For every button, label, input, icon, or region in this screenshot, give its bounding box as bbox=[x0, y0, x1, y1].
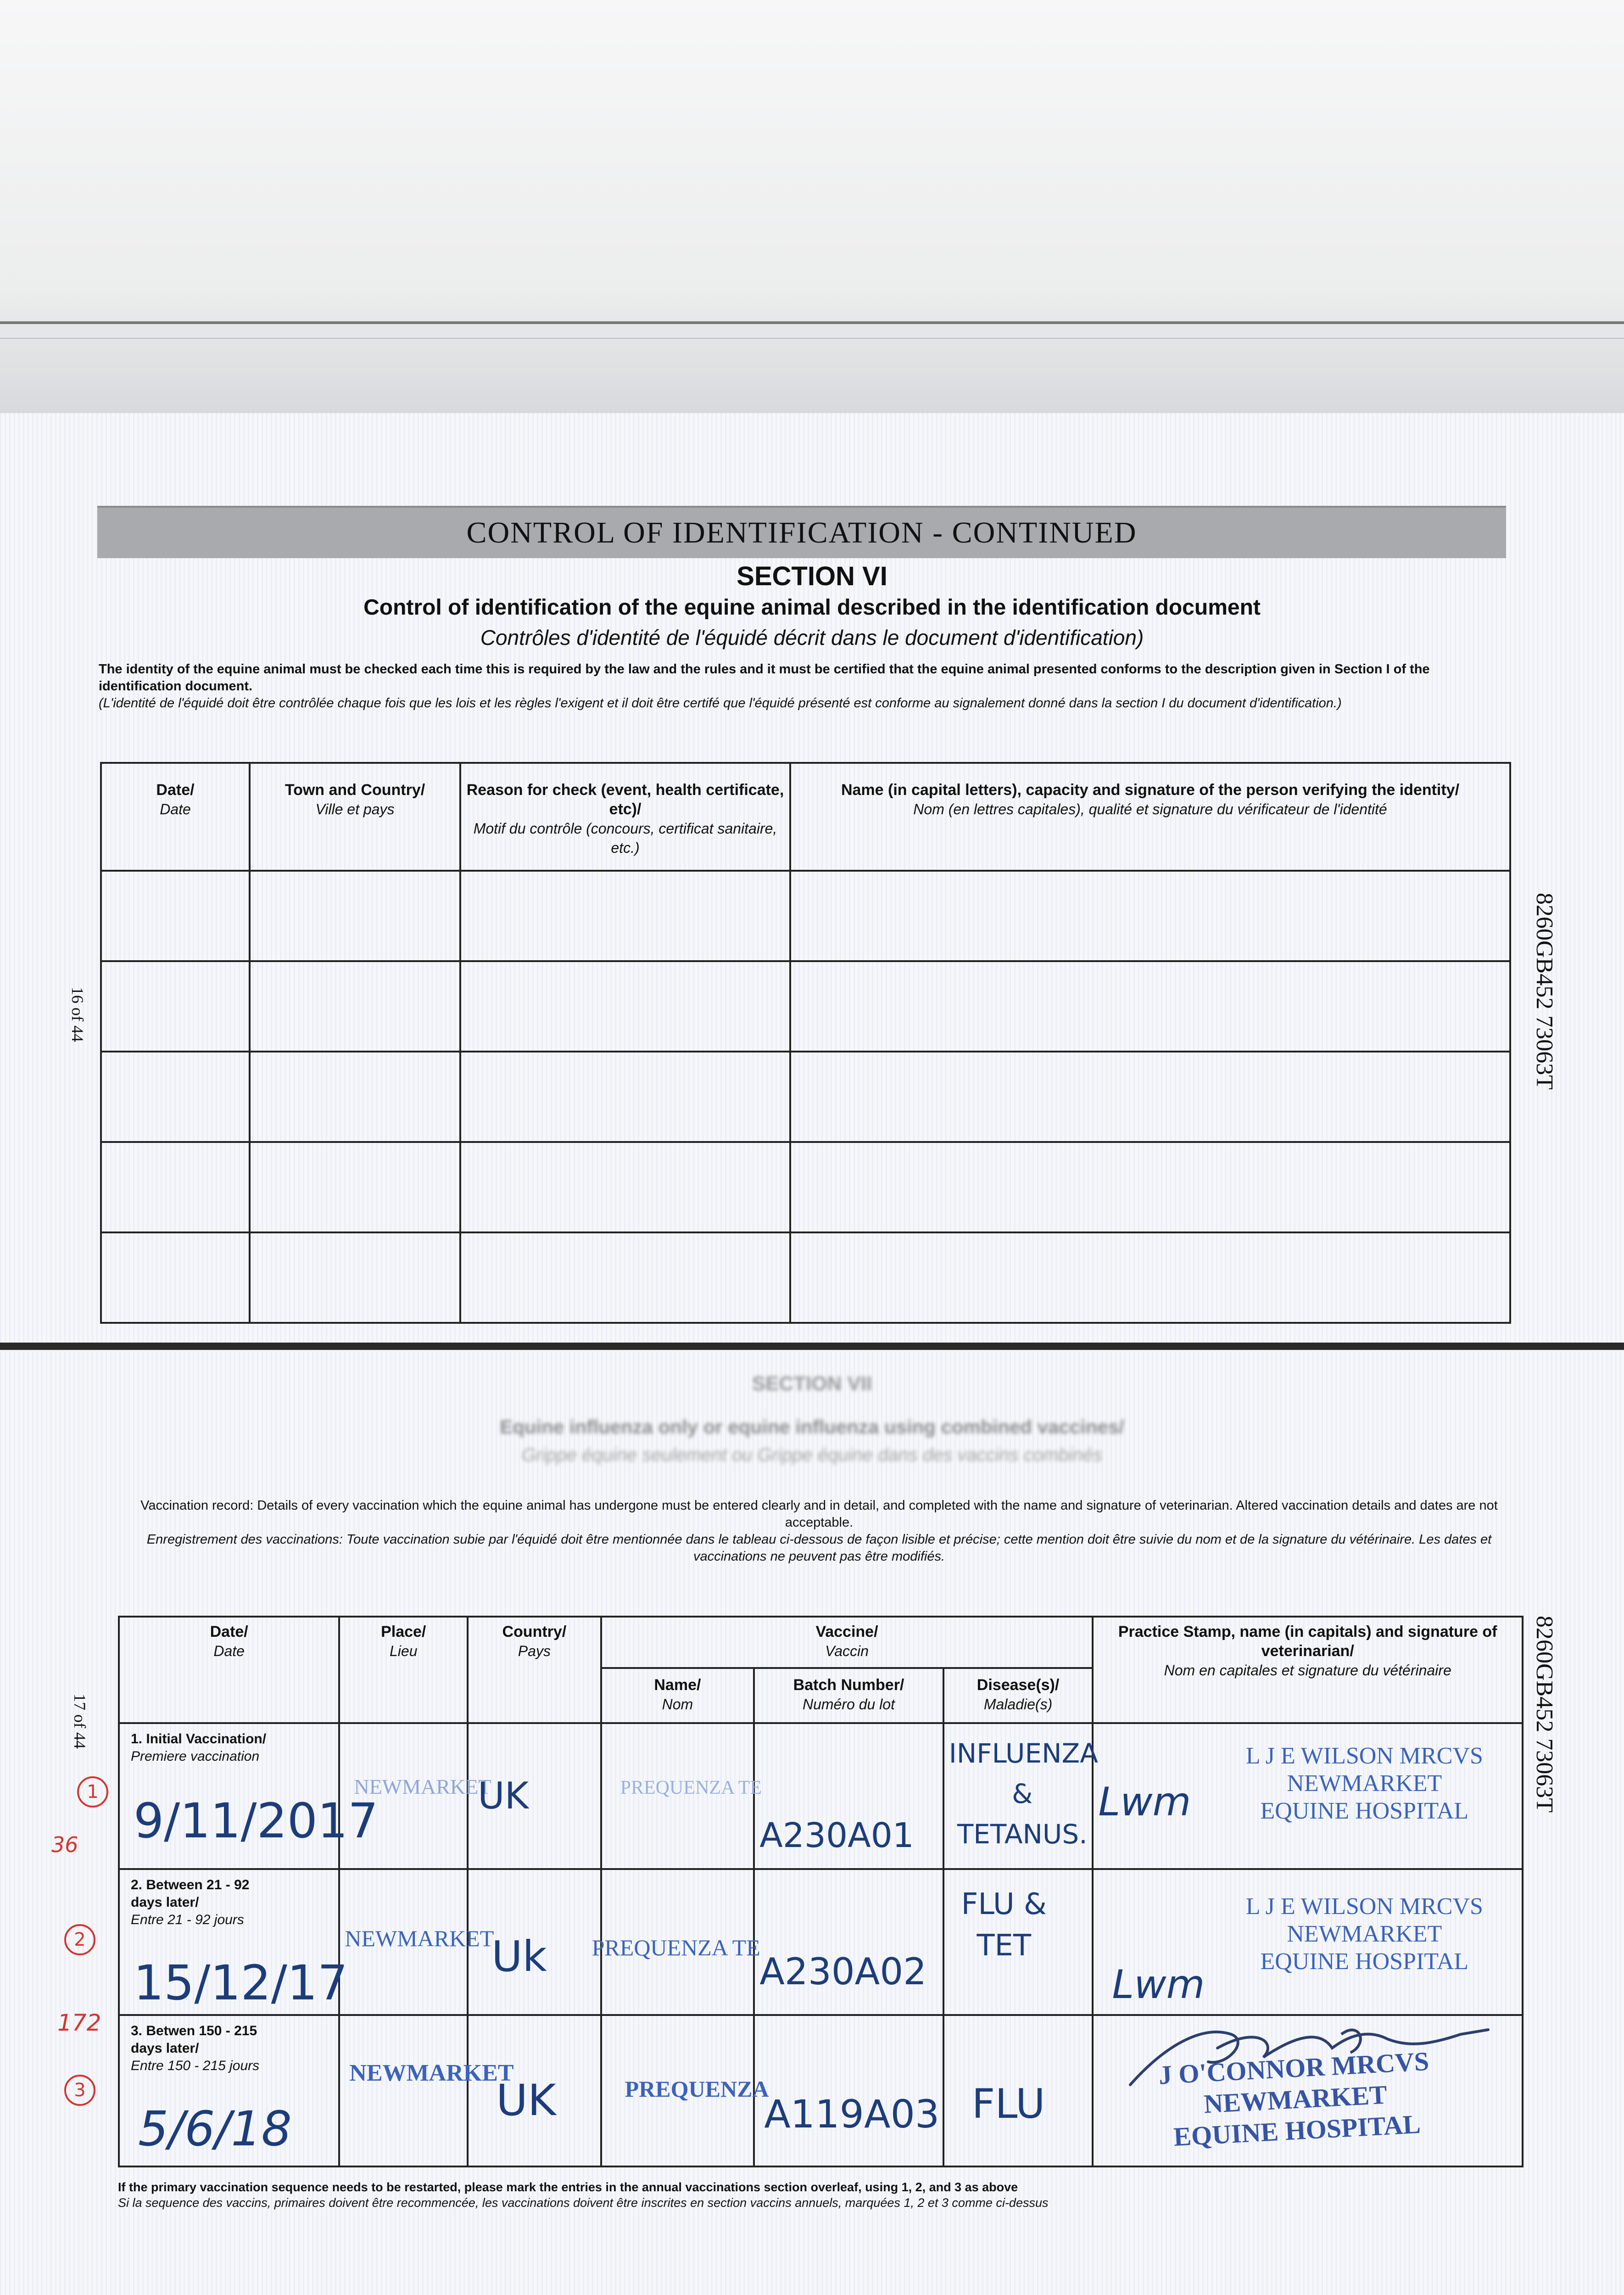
vii-intro-fr: Enregistrement des vaccinations: Toute vaccination subie par l'équidé doit être mentionnée dans le tableau ci-dessous de façon lisible et précise; cette mention doit être suivie du nom et de la signature du vétérinaire. Les dates et vaccinations ne peuvent pas être modifiés. bbox=[146, 1532, 1492, 1564]
page-number-16: 16 of 44 bbox=[68, 987, 87, 1042]
table-cell[interactable] bbox=[250, 1232, 460, 1323]
row2-batch-cell[interactable] bbox=[754, 1869, 943, 2015]
table-cell[interactable] bbox=[790, 1052, 1510, 1142]
row1-vaccine-cell[interactable] bbox=[601, 1723, 762, 1869]
row1-country: UK bbox=[478, 1774, 529, 1817]
row1-country-cell[interactable] bbox=[468, 1723, 601, 1869]
margin-note-36: 36 bbox=[51, 1832, 78, 1857]
margin-note-172: 172 bbox=[57, 2010, 101, 2036]
vaccination-row-3 bbox=[119, 2015, 1523, 2166]
hdr-vaccine: Vaccine/ Vaccin bbox=[601, 1617, 1093, 1668]
hdr-place: Place/ Lieu bbox=[339, 1617, 468, 1723]
row3-country-cell[interactable] bbox=[468, 2015, 601, 2166]
vaccination-row-2 bbox=[119, 1869, 1523, 2015]
vii-intro-en: Vaccination record: Details of every vaccination which the equine animal has undergone must be entered clearly and in detail, and completed with the name and signature of veterinarian. Altered vaccination details and dates are not acceptable. bbox=[140, 1498, 1498, 1530]
hdr-country: Country/ Pays bbox=[468, 1617, 601, 1723]
row3-vaccine-cell[interactable] bbox=[601, 2015, 769, 2166]
vii-title-en: Equine influenza only or equine influenza using combined vaccines/ bbox=[500, 1416, 1124, 1438]
row2-signature: Lwm bbox=[1112, 1962, 1205, 2008]
row1-stamp: L J E WILSON MRCVS NEWMARKET EQUINE HOSPITAL bbox=[1245, 1743, 1483, 1824]
row3-place-cell[interactable] bbox=[339, 2015, 514, 2166]
row2-batch: A230A02 bbox=[759, 1950, 927, 1993]
scan-background bbox=[0, 0, 1624, 413]
row3-vaccine: PREQUENZA bbox=[625, 2076, 769, 2102]
table-cell[interactable] bbox=[460, 871, 790, 961]
table-row bbox=[101, 871, 1510, 961]
row2-country-cell[interactable] bbox=[468, 1869, 601, 2015]
table-cell[interactable] bbox=[790, 961, 1510, 1052]
table-cell[interactable] bbox=[790, 1232, 1510, 1323]
table-cell[interactable] bbox=[101, 1052, 250, 1142]
vaccine-header-row-1 bbox=[119, 1617, 1523, 1668]
identity-check-table bbox=[100, 762, 1511, 1324]
row3-date: 5/6/18 bbox=[138, 2101, 292, 2157]
row3-stamp: J O'CONNOR MRCVS NEWMARKET EQUINE HOSPITAL bbox=[1158, 2046, 1430, 2152]
hdr-disease: Disease(s)/ Maladie(s) bbox=[943, 1668, 1093, 1723]
page-number-17: 17 of 44 bbox=[71, 1694, 89, 1749]
row3-country: UK bbox=[496, 2076, 556, 2126]
row1-disease: INFLUENZA & TETANUS. bbox=[949, 1738, 1098, 1850]
margin-circle-1: 1 bbox=[77, 1776, 108, 1808]
row2-disease: FLU & TET bbox=[961, 1887, 1047, 1963]
table-cell[interactable] bbox=[790, 871, 1510, 961]
section-title: SECTION VI bbox=[737, 561, 887, 591]
table-cell[interactable] bbox=[250, 1052, 460, 1142]
hdr-vaccine-name: Name/ Nom bbox=[601, 1668, 754, 1723]
title-fr: Contrôles d'identité de l'équidé décrit dans le document d'identification) bbox=[480, 626, 1144, 649]
intro-fr: (L'identité de l'équidé doit être contrôlée chaque fois que les lois et les règles l'exigent et il doit être certifé que l'équidé présenté est conforme au signalement donné dans la section I du document d'identification.) bbox=[99, 696, 1342, 711]
table-row bbox=[101, 961, 1510, 1052]
row3-disease: FLU bbox=[971, 2080, 1045, 2127]
row2-date-cell[interactable]: 2. Between 21 - 92 days later/ Entre 21 - 92 jours 15/12/17 bbox=[119, 1869, 339, 2015]
row1-place-cell[interactable] bbox=[339, 1723, 491, 1869]
table-cell[interactable] bbox=[460, 961, 790, 1052]
hdr-practice: Practice Stamp, name (in capitals) and signature of veterinarian/ Nom en capitales et signature du vétérinaire bbox=[1093, 1617, 1523, 1723]
row2-vaccine-cell[interactable] bbox=[592, 1869, 760, 2015]
col-town-country: Town and Country/ Ville et pays bbox=[250, 763, 460, 871]
passport-id-number-bottom: 8260GB452 73063T bbox=[1531, 1616, 1557, 1813]
row3-batch-cell[interactable] bbox=[754, 2015, 943, 2166]
vii-title-fr: Grippe équine seulement ou Grippe équine dans des vaccins combinés bbox=[521, 1445, 1103, 1465]
intro-en: The identity of the equine animal must be checked each time this is required by the law and the rules and it must be certified that the equine animal presented conforms to the description given in Section I of the identification document. bbox=[99, 662, 1430, 694]
title-en: Control of identification of the equine animal described in the identification document bbox=[363, 595, 1261, 620]
table-row bbox=[101, 1232, 1510, 1323]
row1-batch-cell[interactable] bbox=[754, 1723, 943, 1869]
row1-vaccine: PREQUENZA TE bbox=[620, 1777, 762, 1798]
table-cell[interactable] bbox=[101, 1232, 250, 1323]
vii-intro-block bbox=[119, 1497, 1519, 1565]
table-header-row bbox=[101, 763, 1510, 871]
row3-batch: A119A03 bbox=[764, 2092, 940, 2137]
row1-date: 9/11/2017 bbox=[134, 1793, 379, 1849]
row1-batch: A230A01 bbox=[759, 1816, 914, 1855]
row1-signature: Lwm bbox=[1098, 1779, 1191, 1825]
row2-place: NEWMARKET bbox=[345, 1926, 494, 1951]
row2-vaccine: PREQUENZA TE bbox=[592, 1935, 760, 1960]
table-cell[interactable] bbox=[460, 1142, 790, 1232]
row2-date: 15/12/17 bbox=[134, 1955, 348, 2011]
row2-stamp: L J E WILSON MRCVS NEWMARKET EQUINE HOSPITAL bbox=[1245, 1893, 1483, 1975]
intro-block bbox=[99, 661, 1489, 712]
row3-disease-cell[interactable] bbox=[943, 2015, 1093, 2166]
row3-date-cell[interactable]: 3. Betwen 150 - 215 days later/ Entre 150 - 215 jours 5/6/18 bbox=[119, 2015, 339, 2166]
table-cell[interactable] bbox=[250, 1142, 460, 1232]
table-row bbox=[101, 1052, 1510, 1142]
hdr-date: Date/ Date bbox=[119, 1617, 339, 1723]
margin-circle-2: 2 bbox=[64, 1924, 95, 1955]
passport-cover-edge bbox=[0, 321, 1624, 339]
section-banner: CONTROL OF IDENTIFICATION - CONTINUED bbox=[97, 506, 1506, 558]
table-cell[interactable] bbox=[790, 1142, 1510, 1232]
table-cell[interactable] bbox=[250, 961, 460, 1052]
row2-place-cell[interactable] bbox=[339, 1869, 494, 2015]
row1-date-cell[interactable]: 1. Initial Vaccination/ Premiere vaccination 9/11/2017 bbox=[119, 1723, 339, 1869]
vaccination-table bbox=[118, 1616, 1524, 2167]
hdr-batch: Batch Number/ Numéro du lot bbox=[754, 1668, 943, 1723]
col-verifier: Name (in capital letters), capacity and signature of the person verifying the identity/ Nom (en lettres capitales), qualité et signature du vérificateur de l'identité bbox=[790, 763, 1510, 871]
table-cell[interactable] bbox=[101, 961, 250, 1052]
table-cell[interactable] bbox=[101, 871, 250, 961]
footer-en: If the primary vaccination sequence needs to be restarted, please mark the entries in the annual vaccinations section overleaf, using 1, 2, and 3 as above bbox=[118, 2180, 1018, 2194]
footer-note bbox=[118, 2179, 1522, 2211]
row1-place: NEWMARKET bbox=[354, 1775, 491, 1798]
row1-disease-cell[interactable] bbox=[943, 1723, 1098, 1869]
table-cell[interactable] bbox=[101, 1142, 250, 1232]
passport-id-number-top: 8260GB452 73063T bbox=[1531, 893, 1557, 1090]
table-cell[interactable] bbox=[460, 1232, 790, 1323]
col-date: Date/ Date bbox=[101, 763, 250, 871]
table-row bbox=[101, 1142, 1510, 1232]
footer-fr: Si la sequence des vaccins, primaires doivent être recommencée, les vaccinations doivent être inscrites en section vaccins annuels, marquées 1, 2 et 3 comme ci-dessus bbox=[118, 2196, 1049, 2210]
row1-practice-cell[interactable] bbox=[1093, 1723, 1523, 1869]
row3-practice-cell[interactable] bbox=[1093, 2015, 1523, 2166]
vaccination-row-1 bbox=[119, 1723, 1523, 1869]
section-vii-title: SECTION VII bbox=[752, 1372, 872, 1395]
row2-practice-cell[interactable] bbox=[1093, 1869, 1523, 2015]
row3-place: NEWMARKET bbox=[349, 2060, 514, 2086]
row2-disease-cell[interactable] bbox=[943, 1869, 1093, 2015]
table-cell[interactable] bbox=[460, 1052, 790, 1142]
row2-country: Uk bbox=[491, 1932, 547, 1981]
col-reason: Reason for check (event, health certificate, etc)/ Motif du contrôle (concours, certificat sanitaire, etc.) bbox=[460, 763, 790, 871]
table-cell[interactable] bbox=[250, 871, 460, 961]
margin-circle-3: 3 bbox=[64, 2075, 95, 2106]
